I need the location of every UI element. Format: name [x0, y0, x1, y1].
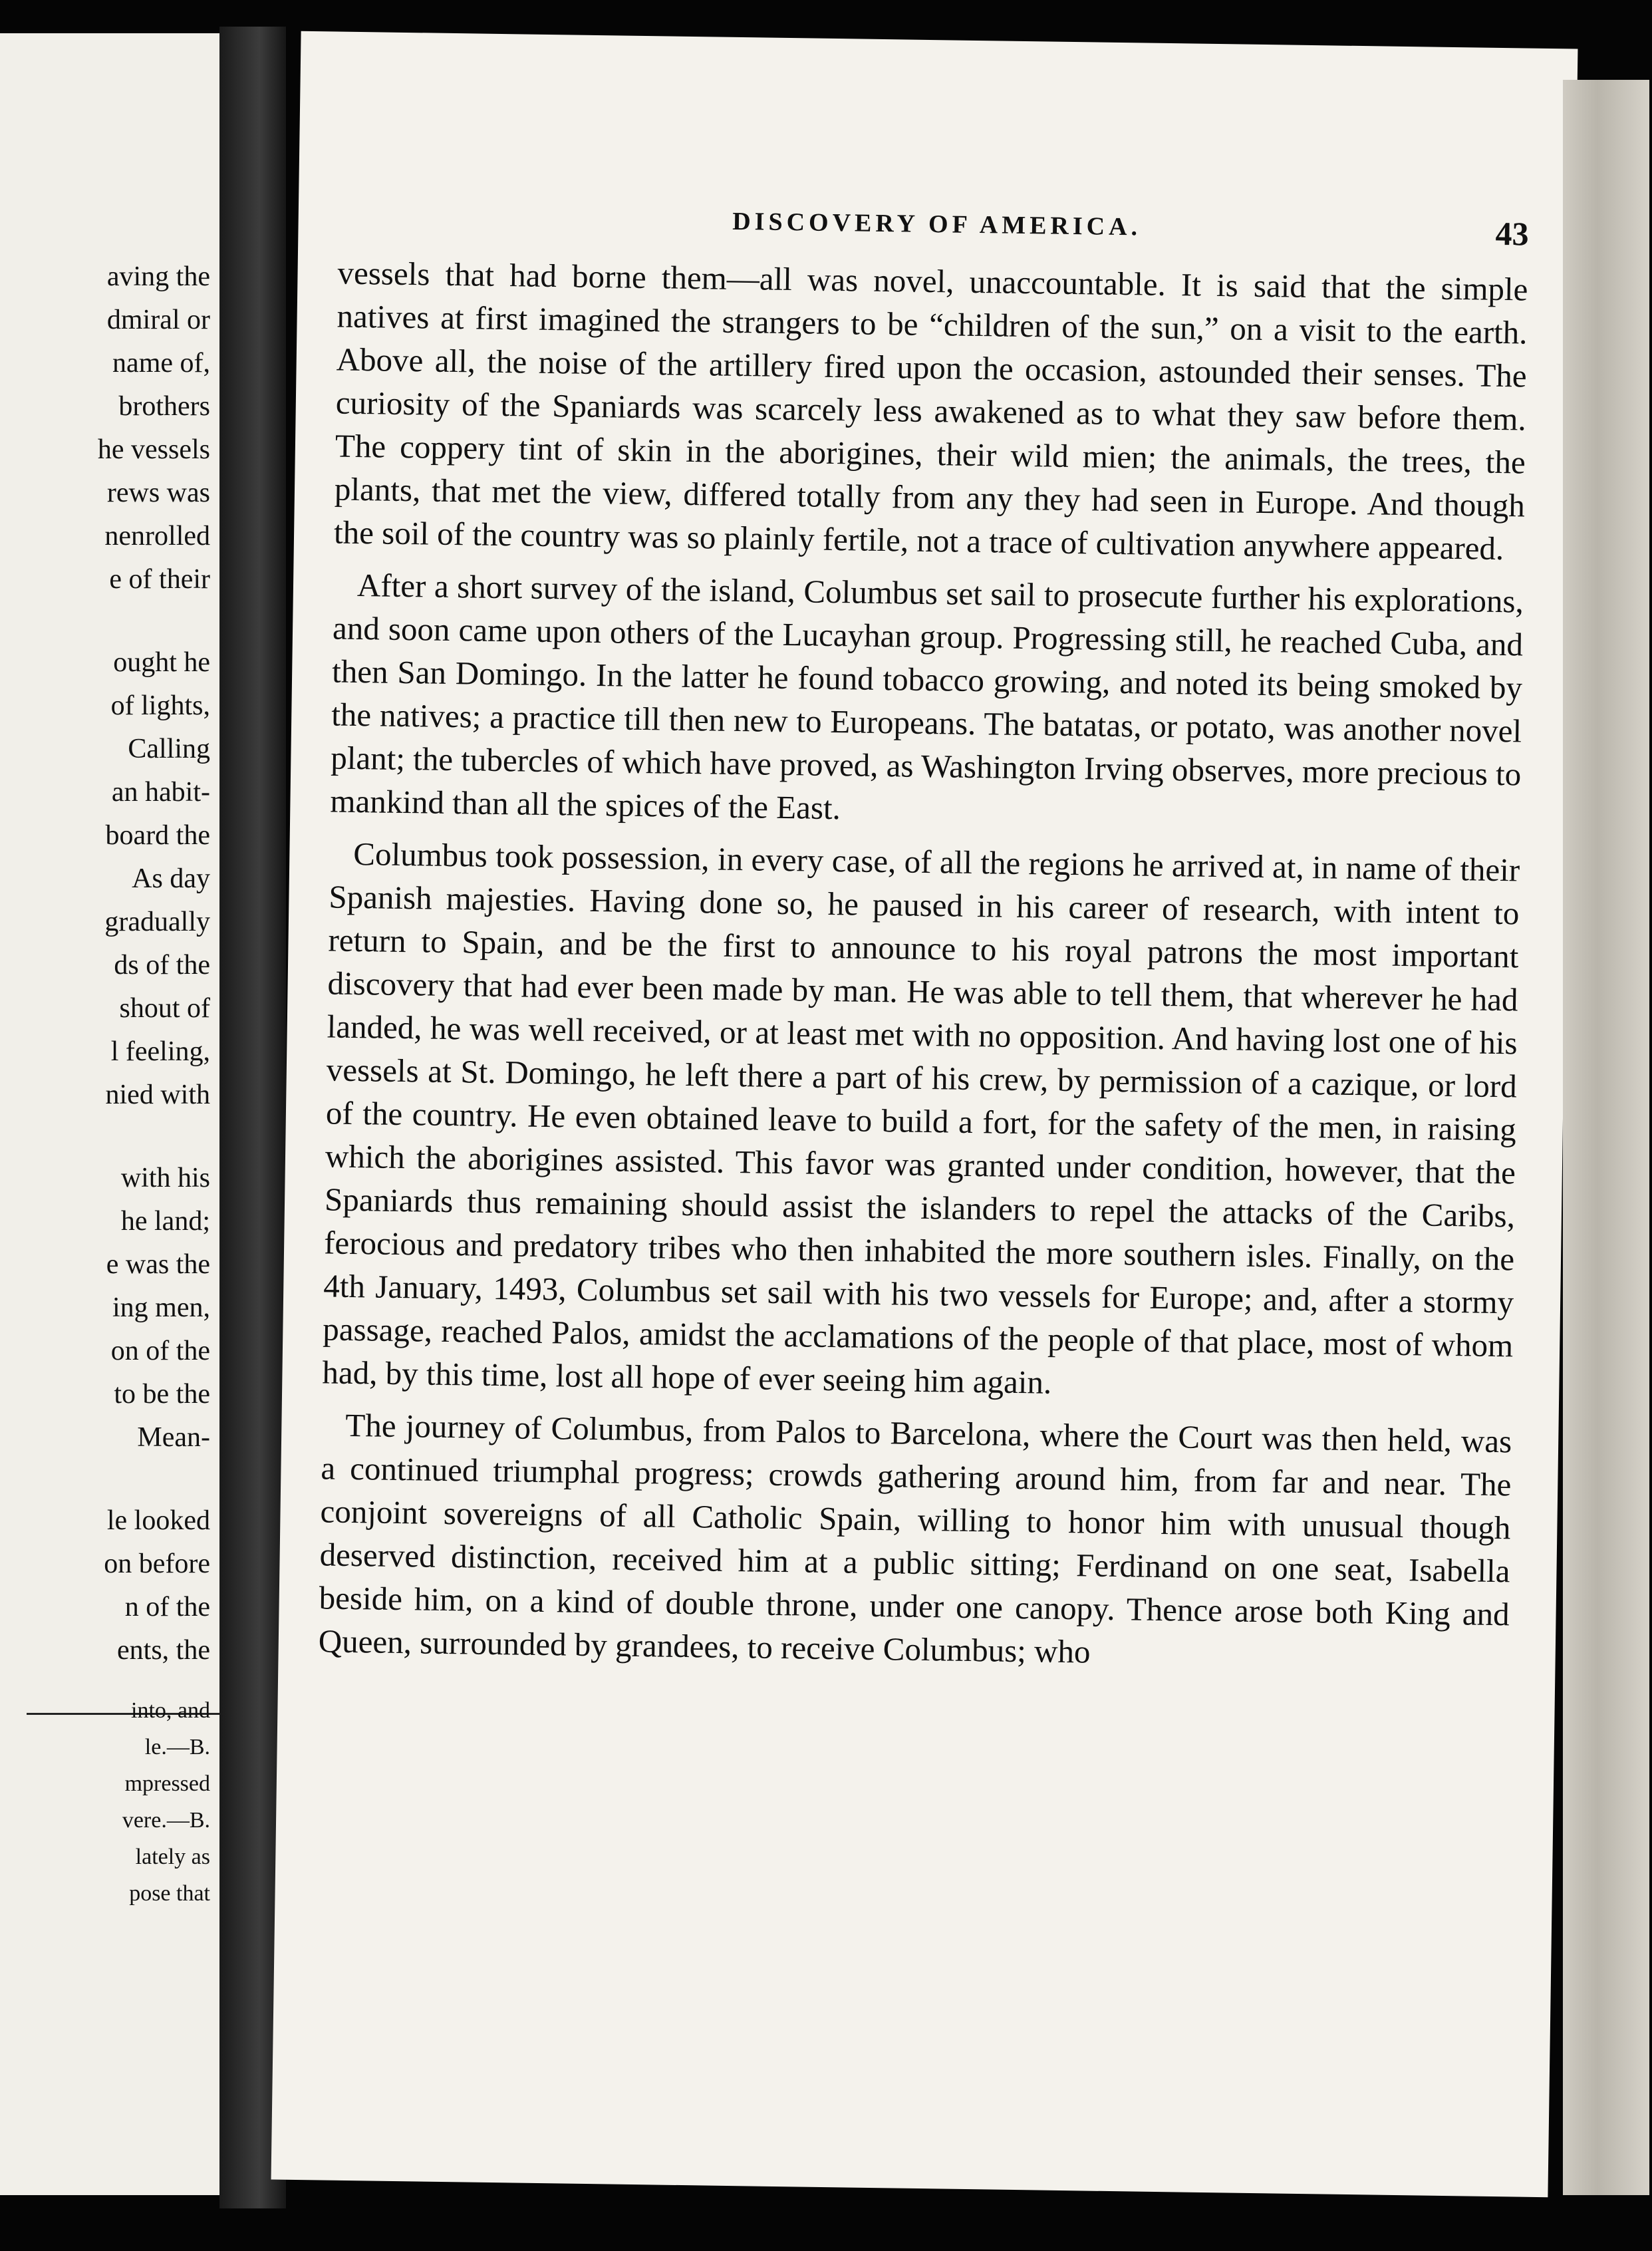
left-text-fragment: l feeling, [110, 1036, 210, 1067]
left-page-fragment [0, 33, 219, 2195]
left-text-fragment: rews was [106, 478, 210, 508]
left-text-fragment: an habit- [111, 777, 210, 808]
left-text-fragment: with his [120, 1163, 210, 1193]
left-text-fragment: dmiral or [106, 305, 210, 335]
left-text-fragment: nied with [105, 1080, 210, 1110]
left-text-fragment: he land; [120, 1206, 210, 1237]
left-text-fragment: of lights, [110, 690, 210, 721]
paragraph: Columbus took possession, in every case, of all the regions he arrived at, in name of their Spanish majesties. Having done so, he paused in his career of research, with intent to return to Spain, and be the first to announce to his royal patrons the most important discovery that had ever been made by man. He was able to tell them, that wherever he had landed, he was well received, or at least met with no opposition. And having lost one of his vessels at St. Domingo, he left there a part of his crew, by permission of a cazique, or lord of the country. He even obtained leave to build a fort, for the safety of the men, in raising which the aborigines assisted. This favor was granted under condition, however, that the Spaniards thus remaining should assist the islanders to repel the attacks of the Caribs, ferocious and predatory tribes who then inhabited the more southern isles. Finally, on the 4th January, 1493, Columbus set sail with his two vessels for Europe; and, after a stormy passage, reached Palos, amidst the acclamations of the people of that place, most of whom had, by this time, lost all hope of ever seeing him again. [322, 835, 1520, 1401]
page-body [318, 251, 1528, 1689]
left-text-fragment: aving the [106, 261, 210, 292]
left-text-fragment: brothers [118, 391, 210, 422]
page-edges [1563, 80, 1649, 2195]
left-text-fragment: Calling [128, 734, 210, 764]
left-text-fragment: n of the [124, 1592, 210, 1622]
left-text-fragment: to be the [114, 1379, 210, 1410]
left-text-fragment: board the [105, 820, 210, 851]
left-text-fragment: on of the [110, 1336, 210, 1366]
paragraph: After a short survey of the island, Columbus set sail to prosecute further his explorations, and soon came upon others of the Lucayhan group. Progressing still, he reached Cuba, and then San Domingo. In the latter he found tobacco growing, and noted its being smoked by the natives; a practice till then new to Europeans. The batatas, or potato, was another novel plant; the tubercles of which have proved, as Washington Irving observes, more precious to mankind than all the spices of the East. [330, 567, 1524, 827]
left-text-fragment: shout of [119, 993, 210, 1024]
paragraph: vessels that had borne them—all was novel, unaccountable. It is said that the simple natives at first imagined the strangers to be “children of the sun,” on a visit to the earth. Above all, the noise of the artillery fired upon the occasion, astounded their senses. The curiosity of the Spaniards was scarcely less awakened as to what they saw before them. The coppery tint of skin in the aborigines, their wild mien; the animals, the trees, the plants, that met the view, differed totally from any they had seen in Europe. And though the soil of the country was so plainly fertile, not a trace of cultivation anywhere appeared. [333, 254, 1528, 567]
left-footnote-fragment: into, and [131, 1698, 210, 1723]
left-text-fragment: As day [132, 863, 210, 894]
left-footnote-fragment: le.—B. [144, 1735, 210, 1759]
left-text-fragment: name of, [112, 348, 210, 378]
left-text-fragment: ing men, [112, 1292, 210, 1323]
left-text-fragment: le looked [106, 1505, 210, 1536]
running-head: DISCOVERY OF AMERICA. [732, 207, 1142, 241]
left-text-fragment: on before [104, 1549, 210, 1579]
left-text-fragment: ds of the [114, 950, 210, 980]
left-text-fragment: nenrolled [104, 521, 210, 551]
left-text-fragment: he vessels [97, 434, 210, 465]
left-text-fragment: ents, the [117, 1635, 210, 1666]
right-page [271, 31, 1578, 2197]
left-footnote-fragment: mpressed [124, 1771, 210, 1796]
left-text-fragment: Mean- [137, 1422, 210, 1453]
left-text-fragment: e of their [109, 564, 210, 595]
left-footnote-fragment: pose that [129, 1881, 210, 1906]
left-footnote-fragment: vere.—B. [122, 1808, 210, 1833]
left-text-fragment: gradually [104, 907, 210, 937]
page-number: 43 [1495, 214, 1529, 253]
left-footnote-fragment: lately as [135, 1845, 210, 1869]
paragraph: The journey of Columbus, from Palos to Barcelona, where the Court was then held, was a continued triumphal progress; crowds gathering around him, from far and near. The conjoint sovereigns of all Catholic Spain, willing to honor him with unusual though deserved distinction, received him at a public sitting; Ferdinand on one seat, Isabella beside him, on a kind of double throne, under one canopy. Thence arose both King and Queen, surrounded by grandees, to receive Columbus; who [318, 1406, 1512, 1670]
left-text-fragment: ought he [113, 647, 210, 678]
left-text-fragment: e was the [106, 1249, 210, 1280]
